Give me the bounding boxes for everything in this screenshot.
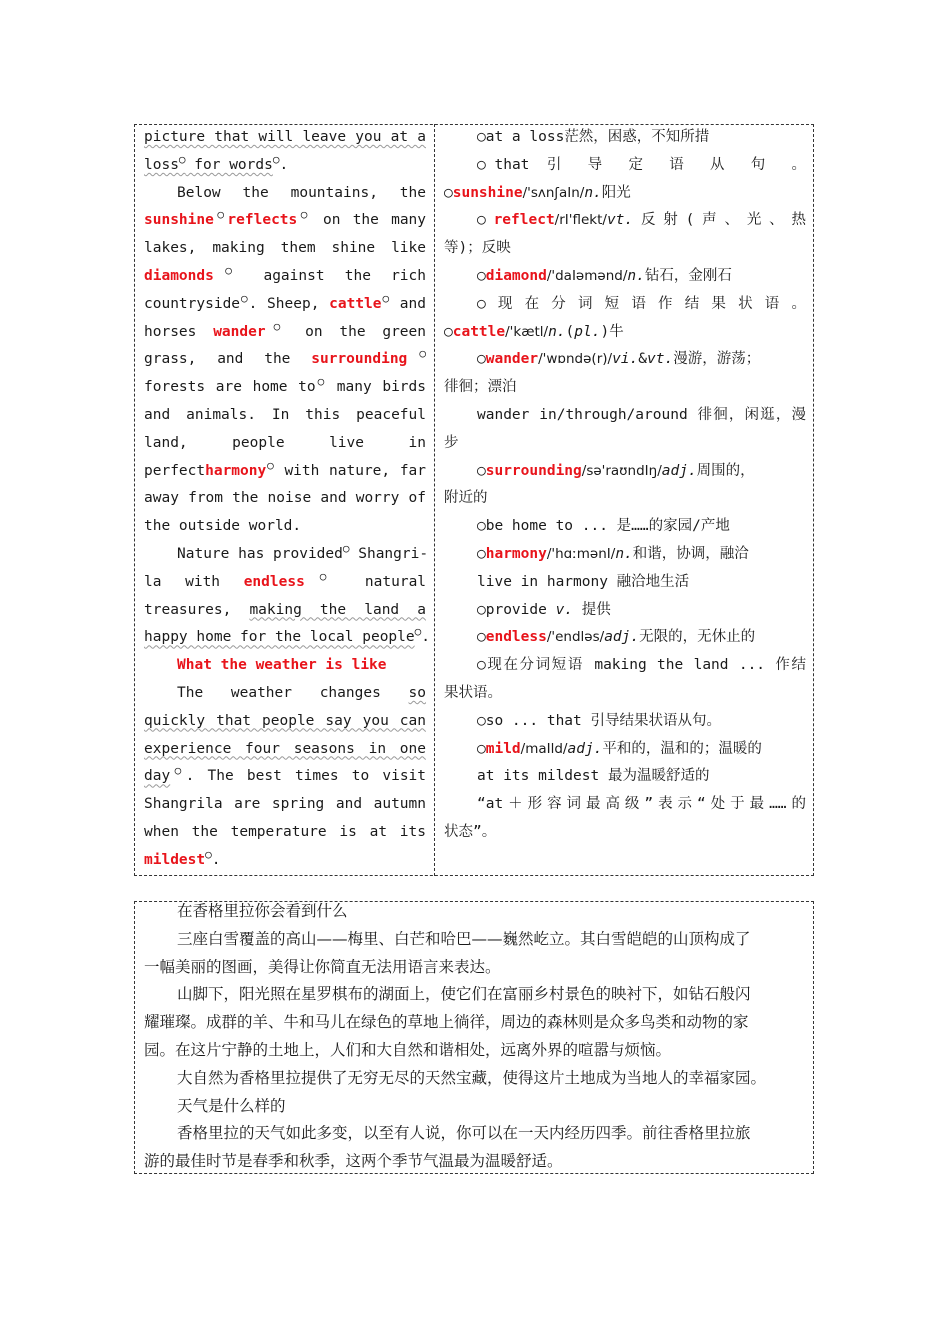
- vocab-word: surrounding: [485, 462, 582, 479]
- translation-line: 一幅美丽的图画，美得让你简直无法用语言来表达。: [144, 957, 501, 976]
- translation-line: 耀璀璨。成群的羊、牛和马儿在绿色的草地上徜徉，周边的森林则是众多鸟类和动物的家: [144, 1013, 749, 1032]
- passage-line: the outside world.: [144, 518, 302, 535]
- column-divider: [434, 124, 435, 876]
- passage-line: diamonds○ against the rich: [144, 264, 426, 284]
- keyword: mildest: [144, 851, 206, 868]
- passage-line: Shangrila are spring and autumn: [144, 796, 426, 813]
- passage-line: sunshine○reflects○ on the many: [144, 208, 427, 229]
- note-line: ○so ... that 引导结果状语从句。: [477, 712, 721, 729]
- vocab-word: sunshine: [452, 184, 523, 201]
- passage-line: countryside○. Sheep, cattle○ and: [144, 291, 426, 312]
- keyword: cattle: [329, 295, 382, 312]
- note-line: ○sunshine/'sʌnʃaIn/n.阳光: [444, 184, 631, 201]
- note-line: ○that 引 导 定 语 从 句 。: [477, 156, 806, 173]
- translation-line: 大自然为香格里拉提供了无穷无尽的天然宝藏，使得这片土地成为当地人的幸福家园。: [177, 1068, 767, 1087]
- note-line: ○cattle/'kætl/n.(pl.)牛: [444, 323, 624, 340]
- keyword: wander: [213, 323, 266, 340]
- vocab-word: cattle: [452, 323, 506, 340]
- passage-line: mildest○.: [144, 847, 221, 868]
- passage-line: horses wander○ on the green: [144, 319, 427, 340]
- passage-line: and animals. In this peaceful: [144, 406, 426, 423]
- keyword: harmony: [205, 462, 267, 479]
- keyword: diamonds: [144, 267, 214, 284]
- passage-line: day○. The best times to visit: [144, 764, 427, 785]
- note-line: 状态”。: [444, 823, 497, 840]
- note-line: ○现在分词短语 making the land ... 作结: [477, 657, 806, 674]
- passage-line: Below the mountains, the: [177, 184, 426, 201]
- passage-line: The weather changes so: [177, 684, 427, 701]
- note-line: 步: [444, 434, 459, 451]
- note-line: 等)；反映: [444, 240, 511, 257]
- passage-line: treasures, making the land a: [144, 601, 427, 618]
- translation-block: [144, 898, 806, 1176]
- passage-line: quickly that people say you can: [144, 712, 426, 729]
- passage-line: perfectharmony○ with nature, far: [144, 458, 427, 479]
- passage-column: [144, 124, 430, 875]
- vocab-word: harmony: [485, 545, 547, 562]
- note-line: 徘徊；漂泊: [444, 379, 517, 396]
- note-line: ○diamond/'daIəmənd/n.钻石，金刚石: [477, 267, 732, 284]
- note-line: ○be home to ... 是……的家园/产地: [477, 518, 730, 535]
- passage-line: happy home for the local people○.: [144, 625, 430, 646]
- keyword: reflects: [227, 212, 298, 229]
- vocab-word: mild: [485, 740, 521, 757]
- note-line: ○harmony/'hɑːmənI/n.和谐，协调，融洽: [477, 545, 749, 562]
- vocab-word: diamond: [485, 267, 547, 284]
- note-line: ○at a loss茫然，困惑，不知所措: [477, 129, 710, 145]
- note-line: ○reflect/rI'flekt/vt.反射(声、光、热: [477, 212, 806, 229]
- note-line: 附近的: [444, 490, 488, 507]
- passage-line: la with endless○ natural: [144, 569, 427, 590]
- vocab-word: reflect: [493, 212, 555, 229]
- passage-line: land, people live in: [144, 434, 426, 451]
- note-line: wander in/through/around 徘徊，闲逛，漫: [477, 406, 806, 423]
- note-line: ○ 现 在 分 词 短 语 作 结 果 状 语 。: [477, 295, 806, 312]
- passage-line: picture that will leave you at a: [144, 129, 426, 145]
- note-line: “at＋形容词最高级”表示“处于最……的: [477, 796, 806, 813]
- keyword: surrounding: [311, 351, 408, 368]
- passage-line: loss○ for words○.: [144, 152, 289, 173]
- note-marker: ○: [178, 152, 186, 166]
- notes-column: [444, 124, 806, 847]
- keyword: endless: [243, 573, 305, 590]
- passage-line: lakes, making them shine like: [144, 240, 426, 257]
- translation-heading: 在香格里拉你会看到什么: [177, 902, 348, 920]
- passage-line: grass, and the surrounding○: [144, 347, 427, 368]
- passage-line: Nature has provided○ Shangri-: [177, 542, 429, 562]
- note-line: live in harmony 融洽地生活: [477, 573, 690, 590]
- translation-line: 山脚下，阳光照在星罗棋布的湖面上，使它们在富丽乡村景色的映衬下，如钻石般闪: [177, 985, 751, 1004]
- keyword: sunshine: [144, 212, 214, 229]
- note-line: at its mildest 最为温暖舒适的: [477, 768, 710, 785]
- translation-line: 游的最佳时节是春季和秋季，这两个季节气温最为温暖舒适。: [144, 1152, 563, 1171]
- passage-line: forests are home to○ many birds: [144, 375, 426, 396]
- note-line: ○wander/'wɒndə(r)/vi.&vt.漫游，游荡；: [477, 351, 761, 368]
- translation-line: 香格里拉的天气如此多变，以至有人说，你可以在一天内经历四季。前往香格里拉旅: [177, 1124, 751, 1143]
- note-line: ○surrounding/sə'raʊndIŋ/adj.周围的，: [477, 462, 755, 479]
- note-line: ○endless/'endləs/adj.无限的，无休止的: [477, 629, 756, 646]
- section-heading: What the weather is like: [177, 657, 387, 674]
- translation-heading: 天气是什么样的: [177, 1096, 286, 1115]
- note-marker: ○: [272, 152, 280, 166]
- vocab-word: endless: [485, 629, 547, 646]
- translation-line: 园。在这片宁静的土地上，人们和大自然和谐相处，远离外界的喧嚣与烦恼。: [144, 1040, 672, 1059]
- note-line: 果状语。: [444, 684, 502, 701]
- passage-line: when the temperature is at its: [144, 823, 426, 840]
- translation-line: 三座白雪覆盖的高山——梅里、白芒和哈巴——巍然屹立。其白雪皑皑的山顶构成了: [177, 929, 751, 948]
- passage-line: experience four seasons in one: [144, 740, 426, 757]
- note-line: ○mild/maIld/adj.平和的，温和的；温暖的: [477, 740, 762, 757]
- note-line: ○provide v. 提供: [477, 601, 611, 618]
- passage-line: away from the noise and worry of: [144, 490, 426, 507]
- vocab-word: wander: [485, 351, 539, 368]
